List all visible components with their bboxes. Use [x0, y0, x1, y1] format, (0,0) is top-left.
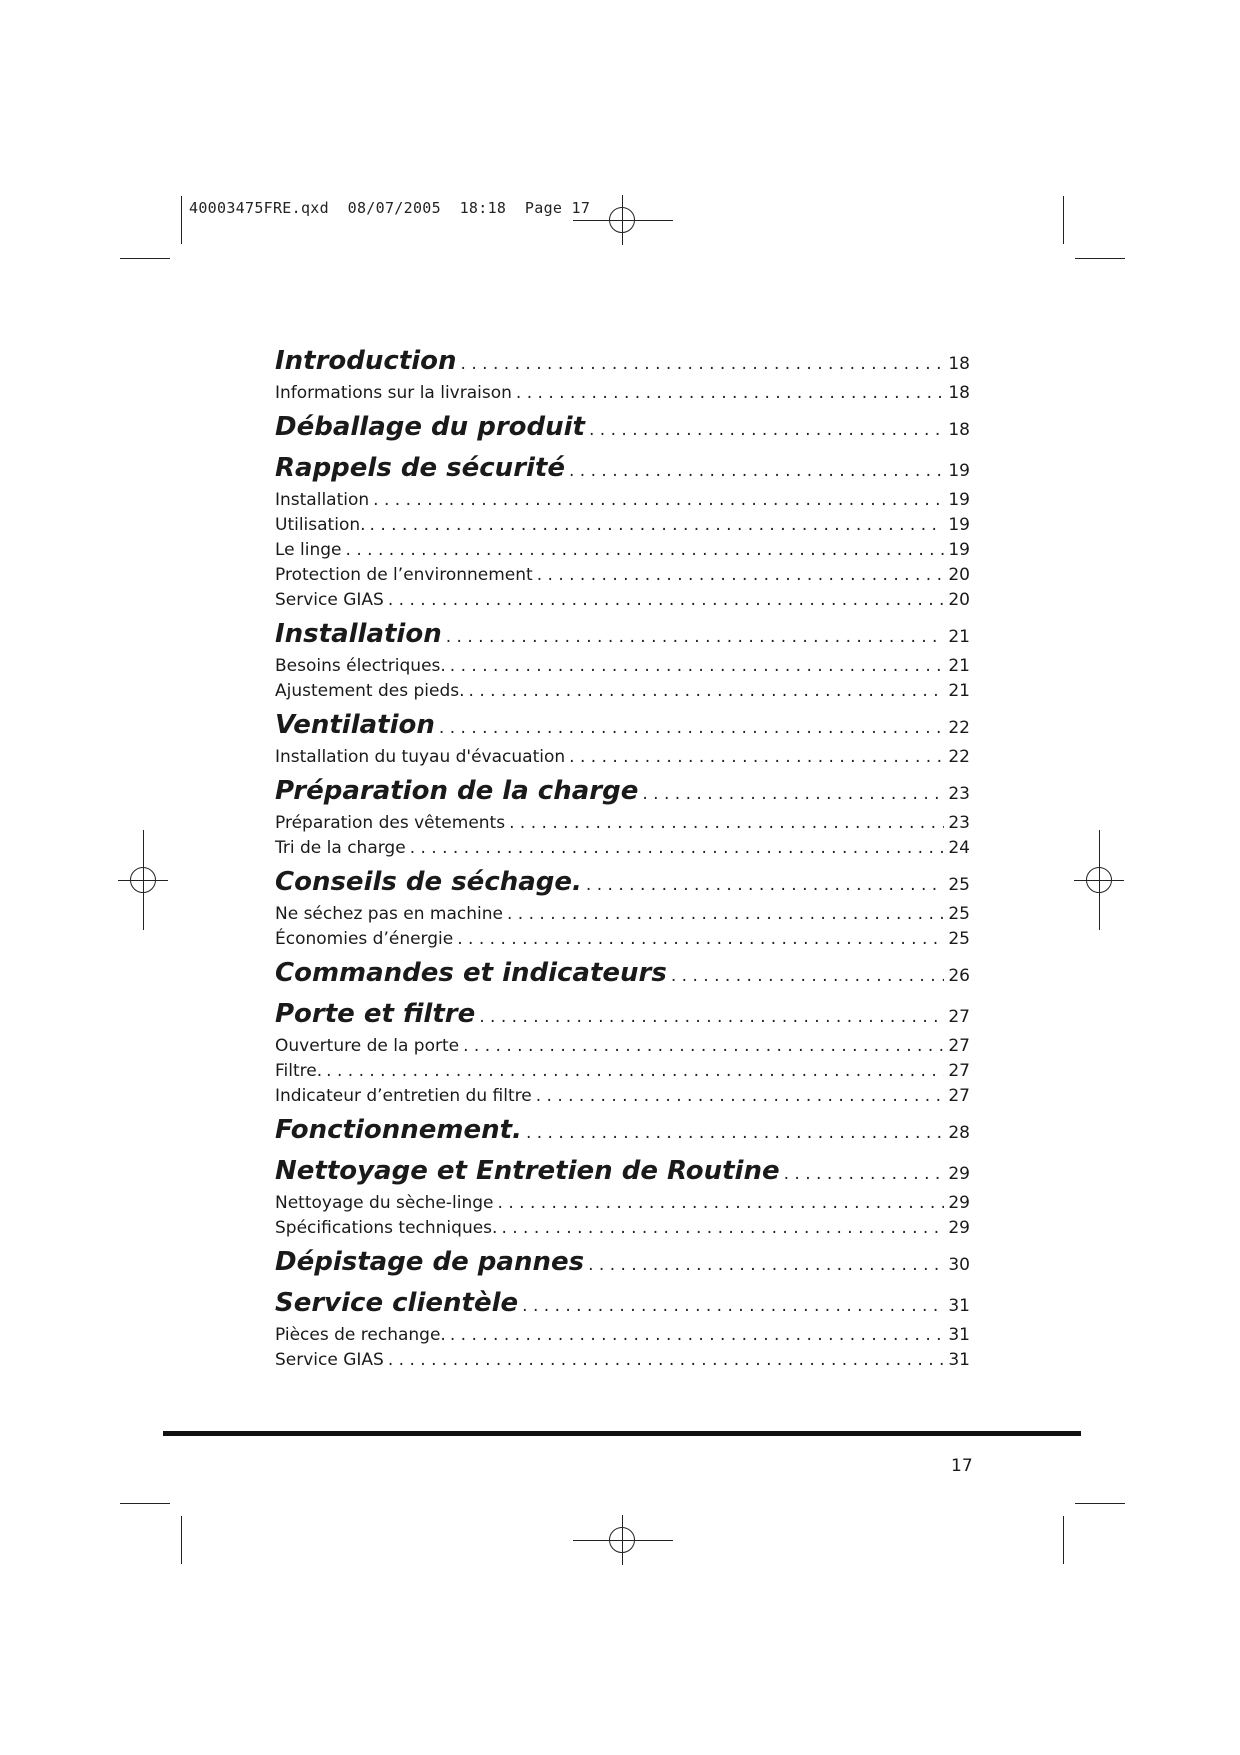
toc-section: [275, 1216, 970, 1241]
toc-title: Filtre.: [275, 1061, 323, 1081]
toc-page-number: 21: [948, 656, 970, 676]
dot-leader: [450, 654, 945, 679]
toc-title: Tri de la charge: [275, 838, 406, 858]
toc-title: Porte et filtre: [275, 999, 476, 1029]
toc-page-number: 18: [948, 420, 970, 440]
toc-title: Préparation de la charge: [275, 776, 639, 806]
toc-section: [275, 679, 970, 704]
dot-leader: [784, 1158, 945, 1191]
dot-leader: [516, 381, 944, 406]
toc-title: Économies d’énergie: [275, 929, 454, 949]
dot-leader: [526, 1117, 944, 1150]
dot-leader: [569, 455, 944, 488]
dot-leader: [479, 1001, 944, 1034]
toc-page-number: 21: [948, 627, 970, 647]
toc-page-number: 29: [948, 1164, 970, 1184]
footer-rule: [163, 1431, 1081, 1436]
toc-section: [275, 381, 970, 406]
toc-page-number: 25: [948, 875, 970, 895]
dot-leader: [588, 1249, 944, 1282]
table-of-contents: [275, 340, 970, 1373]
toc-title: Nettoyage et Entretien de Routine: [275, 1156, 780, 1186]
toc-title: Nettoyage du sèche-linge: [275, 1193, 494, 1213]
toc-title: Ouverture de la porte: [275, 1036, 460, 1056]
toc-chapter: [275, 1246, 970, 1282]
toc-page-number: 26: [948, 966, 970, 986]
toc-title: Introduction: [275, 346, 457, 376]
toc-page-number: 18: [948, 354, 970, 374]
dot-leader: [450, 1323, 945, 1348]
toc-page-number: 19: [948, 461, 970, 481]
toc-page-number: 23: [948, 784, 970, 804]
toc-page-number: 21: [948, 681, 970, 701]
toc-title: Préparation des vêtements: [275, 813, 506, 833]
toc-title: Pièces de rechange.: [275, 1325, 446, 1345]
toc-page-number: 28: [948, 1123, 970, 1143]
toc-title: Ajustement des pieds.: [275, 681, 465, 701]
toc-page-number: 23: [948, 813, 970, 833]
toc-section: [275, 1348, 970, 1373]
toc-section: [275, 513, 970, 538]
toc-title: Service GIAS: [275, 1350, 384, 1370]
dot-leader: [586, 869, 944, 902]
crop-mark: [120, 258, 170, 259]
dot-leader: [461, 348, 945, 381]
dot-leader: [501, 1216, 944, 1241]
crop-mark: [1063, 1516, 1064, 1564]
toc-chapter: [275, 452, 970, 488]
dot-leader: [446, 621, 945, 654]
toc-page-number: 18: [948, 383, 970, 403]
toc-title: Dépistage de pannes: [275, 1247, 585, 1277]
toc-title: Utilisation.: [275, 515, 366, 535]
toc-chapter: [275, 775, 970, 811]
crop-mark: [1063, 196, 1064, 244]
toc-section: [275, 588, 970, 613]
dot-leader: [498, 1191, 945, 1216]
dot-leader: [388, 588, 945, 613]
toc-title: Fonctionnement.: [275, 1115, 522, 1145]
toc-title: Installation: [275, 619, 442, 649]
dot-leader: [507, 902, 944, 927]
toc-page-number: 31: [948, 1350, 970, 1370]
toc-title: Besoins électriques.: [275, 656, 446, 676]
toc-page-number: 29: [948, 1193, 970, 1213]
toc-chapter: [275, 866, 970, 902]
toc-page-number: 31: [948, 1325, 970, 1345]
toc-page-number: 19: [948, 540, 970, 560]
toc-page-number: 27: [948, 1061, 970, 1081]
toc-title: Conseils de séchage.: [275, 867, 582, 897]
dot-leader: [642, 778, 944, 811]
toc-section: [275, 1034, 970, 1059]
dot-leader: [469, 679, 945, 704]
toc-section: [275, 811, 970, 836]
toc-title: Protection de l’environnement: [275, 565, 533, 585]
toc-section: [275, 745, 970, 770]
toc-page-number: 31: [948, 1296, 970, 1316]
toc-title: Spécifications techniques.: [275, 1218, 498, 1238]
toc-page-number: 27: [948, 1086, 970, 1106]
dot-leader: [388, 1348, 945, 1373]
dot-leader: [373, 488, 944, 513]
dot-leader: [457, 927, 944, 952]
toc-title: Le linge: [275, 540, 342, 560]
dot-leader: [370, 513, 945, 538]
registration-mark: [609, 207, 635, 233]
toc-section: [275, 563, 970, 588]
toc-section: [275, 1191, 970, 1216]
toc-chapter: [275, 957, 970, 993]
toc-chapter: [275, 709, 970, 745]
toc-section: [275, 1059, 970, 1084]
dot-leader: [509, 811, 944, 836]
toc-section: [275, 488, 970, 513]
toc-section: [275, 1323, 970, 1348]
dot-leader: [537, 563, 945, 588]
toc-section: [275, 836, 970, 861]
toc-chapter: [275, 998, 970, 1034]
toc-section: [275, 1084, 970, 1109]
toc-title: Service GIAS: [275, 590, 384, 610]
dot-leader: [671, 960, 945, 993]
toc-page-number: 30: [948, 1255, 970, 1275]
dot-leader: [589, 414, 944, 447]
toc-chapter: [275, 618, 970, 654]
toc-page-number: 29: [948, 1218, 970, 1238]
toc-title: Service clientèle: [275, 1288, 519, 1318]
crop-mark: [181, 196, 182, 244]
dot-leader: [463, 1034, 944, 1059]
toc-page-number: 27: [948, 1036, 970, 1056]
toc-title: Installation du tuyau d'évacuation: [275, 747, 566, 767]
print-slug: 40003475FRE.qxd 08/07/2005 18:18 Page 17: [189, 199, 591, 217]
page-number: 17: [951, 1456, 973, 1476]
toc-title: Installation: [275, 490, 370, 510]
dot-leader: [346, 538, 945, 563]
toc-section: [275, 538, 970, 563]
toc-title: Déballage du produit: [275, 412, 585, 442]
registration-mark: [1086, 867, 1112, 893]
toc-title: Commandes et indicateurs: [275, 958, 667, 988]
toc-page-number: 22: [948, 747, 970, 767]
registration-mark: [130, 867, 156, 893]
toc-page-number: 25: [948, 904, 970, 924]
toc-chapter: [275, 1114, 970, 1150]
toc-section: [275, 927, 970, 952]
toc-page-number: 20: [948, 590, 970, 610]
toc-chapter: [275, 1287, 970, 1323]
dot-leader: [439, 712, 944, 745]
toc-section: [275, 902, 970, 927]
crop-mark: [120, 1503, 170, 1504]
toc-title: Indicateur d’entretien du filtre: [275, 1086, 532, 1106]
toc-chapter: [275, 411, 970, 447]
dot-leader: [536, 1084, 945, 1109]
toc-chapter: [275, 1155, 970, 1191]
registration-mark: [609, 1527, 635, 1553]
toc-page-number: 19: [948, 490, 970, 510]
toc-page-number: 24: [948, 838, 970, 858]
dot-leader: [569, 745, 944, 770]
toc-title: Ne séchez pas en machine: [275, 904, 503, 924]
toc-page-number: 22: [948, 718, 970, 738]
toc-page-number: 19: [948, 515, 970, 535]
toc-page-number: 25: [948, 929, 970, 949]
toc-title: Informations sur la livraison: [275, 383, 512, 403]
toc-title: Rappels de sécurité: [275, 453, 565, 483]
crop-mark: [181, 1516, 182, 1564]
toc-page-number: 20: [948, 565, 970, 585]
dot-leader: [410, 836, 945, 861]
toc-section: [275, 654, 970, 679]
dot-leader: [522, 1290, 944, 1323]
toc-page-number: 27: [948, 1007, 970, 1027]
toc-chapter: [275, 345, 970, 381]
crop-mark: [1075, 1503, 1125, 1504]
crop-mark: [1075, 258, 1125, 259]
dot-leader: [326, 1059, 944, 1084]
toc-title: Ventilation: [275, 710, 435, 740]
